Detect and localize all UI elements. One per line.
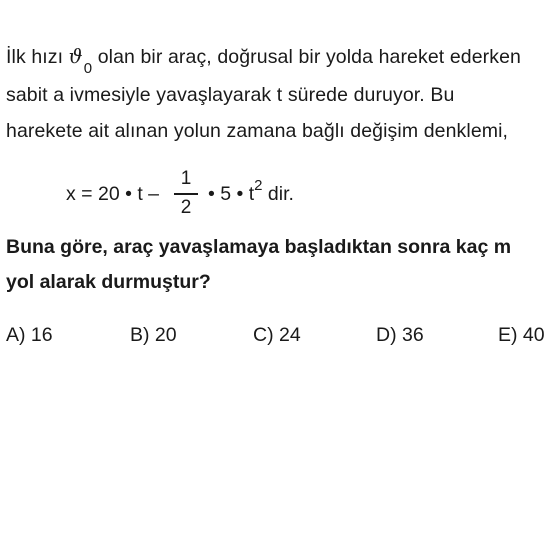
equation-fraction [172,170,200,220]
option-b[interactable]: B) 20 [130,324,177,346]
problem-line-1 [6,45,522,77]
problem-line-1-start: İlk hızı [6,46,69,68]
equation-exponent: 2 [254,177,263,194]
answer-options [0,324,560,350]
fraction-bar [174,193,198,195]
fraction-denominator: 2 [180,197,192,218]
question-line-2: yol alarak durmuştur? [6,271,211,293]
velocity-subscript: 0 [83,60,93,77]
velocity-symbol: ϑ [68,45,83,68]
question-line-1: Buna göre, araç yavaşlamaya başladıktan sonra kaç m [6,236,512,258]
option-c[interactable]: C) 24 [253,324,301,346]
equation-right [208,177,294,206]
option-a[interactable]: A) 16 [6,324,53,346]
problem-line-1-end: olan bir araç, doğrusal bir yolda hareket ederken [92,46,522,68]
problem-line-3: harekete ait alınan yolun zamana bağlı değişim denklemi, [6,120,509,142]
equation-suffix: dir. [262,183,294,205]
option-d[interactable]: D) 36 [376,324,424,346]
problem-line-2: sabit a ivmesiyle yavaşlayarak t sürede duruyor. Bu [6,84,455,106]
equation-left: x = 20 • t – [66,183,160,205]
equation-right-terms: • 5 • t [208,183,255,205]
fraction-numerator: 1 [180,168,192,189]
option-e[interactable]: E) 40 [498,324,545,346]
